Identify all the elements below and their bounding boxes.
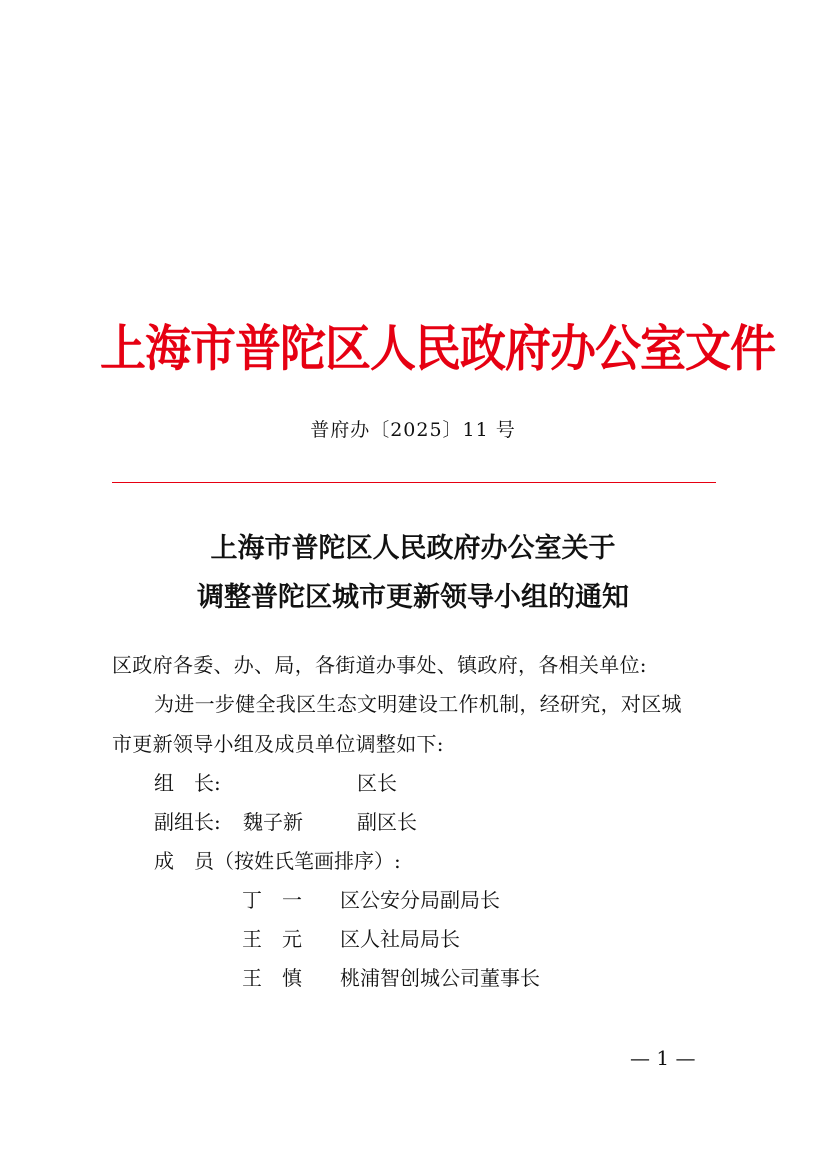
- leader-post: 区长: [357, 771, 397, 795]
- notice-title-line-2: 调整普陀区城市更新领导小组的通知: [197, 582, 629, 613]
- deputy-post: 副区长: [357, 810, 417, 834]
- addressee-line: 区政府各委、办、局，各街道办事处、镇政府，各相关单位:: [112, 653, 647, 677]
- notice-title-line-1: 上海市普陀区人民政府办公室关于: [210, 533, 616, 564]
- masthead-title: 上海市普陀区人民政府办公室文件: [100, 318, 775, 378]
- deputy-name: 魏子新: [243, 810, 303, 834]
- member-post: 区公安分局副局长: [340, 888, 500, 912]
- page-number: — 1 —: [630, 1046, 696, 1070]
- paragraph-line-1: 为进一步健全我区生态文明建设工作机制，经研究，对区城: [154, 692, 682, 716]
- member-name: 王 慎: [242, 966, 302, 990]
- paragraph-line-2: 市更新领导小组及成员单位调整如下:: [112, 732, 444, 756]
- member-post: 桃浦智创城公司董事长: [340, 966, 540, 990]
- member-post: 区人社局局长: [340, 927, 460, 951]
- deputy-label: 副组长:: [154, 810, 221, 834]
- document-number: 普府办〔2025〕11 号: [310, 419, 516, 441]
- members-label: 成 员（按姓氏笔画排序）:: [154, 849, 401, 873]
- member-name: 王 元: [242, 927, 302, 951]
- leader-label: 组 长:: [154, 771, 221, 795]
- red-separator-line: [112, 482, 716, 483]
- member-name: 丁 一: [242, 888, 302, 912]
